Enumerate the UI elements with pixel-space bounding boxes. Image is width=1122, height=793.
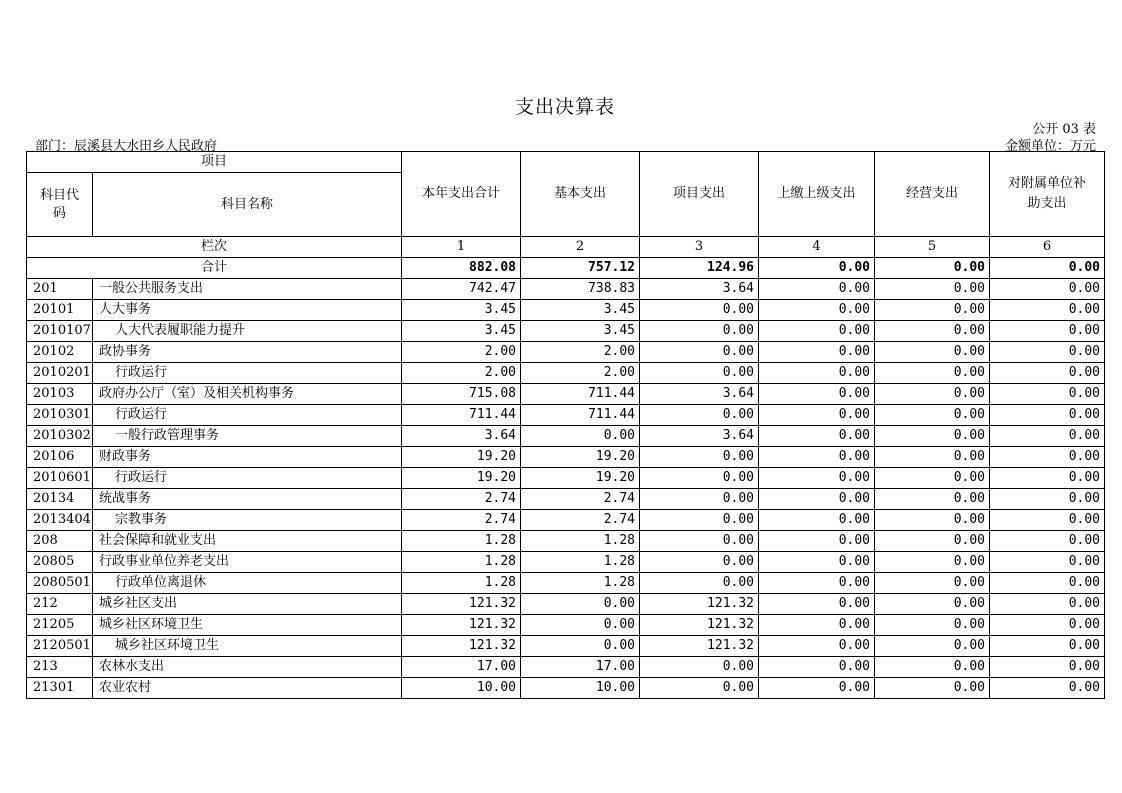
row-code: 20102 (27, 342, 93, 363)
header-project: 项目支出 (640, 152, 759, 237)
row-basic-value: 19.20 (521, 447, 640, 468)
row-total-value: 121.32 (402, 615, 521, 636)
row-project-value: 0.00 (640, 321, 759, 342)
row-subsidy-value: 0.00 (990, 468, 1105, 489)
header-name: 科目名称 (93, 173, 402, 237)
row-basic-value: 2.74 (521, 489, 640, 510)
row-name: 农林水支出 (93, 657, 402, 678)
row-total-value: 121.32 (402, 594, 521, 615)
row-project-value: 121.32 (640, 594, 759, 615)
row-subsidy-value: 0.00 (990, 531, 1105, 552)
col-num-4: 4 (759, 237, 875, 258)
row-name: 人大代表履职能力提升 (93, 321, 402, 342)
table-row (27, 468, 1105, 489)
row-total-value: 3.64 (402, 426, 521, 447)
row-code: 21205 (27, 615, 93, 636)
row-code: 201 (27, 279, 93, 300)
row-name: 一般公共服务支出 (93, 279, 402, 300)
row-project-value: 0.00 (640, 510, 759, 531)
row-code: 212 (27, 594, 93, 615)
row-business-value: 0.00 (875, 384, 990, 405)
row-project-value: 3.64 (640, 279, 759, 300)
row-business-value: 0.00 (875, 468, 990, 489)
row-total-value: 742.47 (402, 279, 521, 300)
row-name: 行政运行 (93, 405, 402, 426)
row-business-value: 0.00 (875, 657, 990, 678)
row-code: 2010302 (27, 426, 93, 447)
row-code: 2010107 (27, 321, 93, 342)
header-basic: 基本支出 (521, 152, 640, 237)
row-business-value: 0.00 (875, 573, 990, 594)
row-name: 农业农村 (93, 678, 402, 699)
department-label: 部门：辰溪县大水田乡人民政府 (35, 139, 218, 154)
row-project-value: 0.00 (640, 342, 759, 363)
row-total-value: 2.74 (402, 510, 521, 531)
header-upper: 上缴上级支出 (759, 152, 875, 237)
row-project-value: 0.00 (640, 468, 759, 489)
header-subsidy: 对附属单位补助支出 (990, 152, 1105, 237)
row-business-value: 0.00 (875, 615, 990, 636)
row-upper-value: 0.00 (759, 489, 875, 510)
row-basic-value: 1.28 (521, 573, 640, 594)
row-upper-value: 0.00 (759, 300, 875, 321)
row-project-value: 0.00 (640, 531, 759, 552)
row-subsidy-value: 0.00 (990, 552, 1105, 573)
row-upper-value: 0.00 (759, 657, 875, 678)
row-business-value: 0.00 (875, 426, 990, 447)
row-total-value: 711.44 (402, 405, 521, 426)
row-upper-value: 0.00 (759, 363, 875, 384)
row-upper-value: 0.00 (759, 510, 875, 531)
row-name: 行政单位离退休 (93, 573, 402, 594)
row-project-value: 0.00 (640, 657, 759, 678)
row-subsidy-value: 0.00 (990, 636, 1105, 657)
row-project-value: 0.00 (640, 447, 759, 468)
row-business-value: 0.00 (875, 531, 990, 552)
row-code: 2010601 (27, 468, 93, 489)
row-total-value: 1.28 (402, 552, 521, 573)
row-subsidy-value: 0.00 (990, 489, 1105, 510)
row-business-value: 0.00 (875, 405, 990, 426)
row-basic-value: 738.83 (521, 279, 640, 300)
row-name: 财政事务 (93, 447, 402, 468)
row-business-value: 0.00 (875, 342, 990, 363)
row-project-value: 3.64 (640, 384, 759, 405)
row-upper-value: 0.00 (759, 552, 875, 573)
summary-subsidy: 0.00 (990, 258, 1105, 279)
row-code: 20103 (27, 384, 93, 405)
row-total-value: 3.45 (402, 321, 521, 342)
header-business: 经营支出 (875, 152, 990, 237)
table-row (27, 363, 1105, 384)
row-basic-value: 711.44 (521, 405, 640, 426)
row-project-value: 121.32 (640, 636, 759, 657)
row-subsidy-value: 0.00 (990, 615, 1105, 636)
row-upper-value: 0.00 (759, 384, 875, 405)
row-upper-value: 0.00 (759, 321, 875, 342)
header-total: 本年支出合计 (402, 152, 521, 237)
table-row (27, 342, 1105, 363)
row-subsidy-value: 0.00 (990, 342, 1105, 363)
row-name: 统战事务 (93, 489, 402, 510)
row-code: 208 (27, 531, 93, 552)
col-num-3: 3 (640, 237, 759, 258)
summary-total: 882.08 (402, 258, 521, 279)
table-row (27, 384, 1105, 405)
row-project-value: 3.64 (640, 426, 759, 447)
row-total-value: 2.00 (402, 363, 521, 384)
row-name: 一般行政管理事务 (93, 426, 402, 447)
row-total-value: 19.20 (402, 447, 521, 468)
table-row (27, 678, 1105, 699)
row-subsidy-value: 0.00 (990, 510, 1105, 531)
col-num-2: 2 (521, 237, 640, 258)
row-code: 20106 (27, 447, 93, 468)
row-total-value: 2.74 (402, 489, 521, 510)
row-basic-value: 3.45 (521, 321, 640, 342)
row-project-value: 0.00 (640, 300, 759, 321)
row-code: 20101 (27, 300, 93, 321)
row-code: 21301 (27, 678, 93, 699)
row-basic-value: 711.44 (521, 384, 640, 405)
row-upper-value: 0.00 (759, 531, 875, 552)
row-business-value: 0.00 (875, 594, 990, 615)
row-name: 政协事务 (93, 342, 402, 363)
row-total-value: 3.45 (402, 300, 521, 321)
summary-upper: 0.00 (759, 258, 875, 279)
row-basic-value: 0.00 (521, 594, 640, 615)
row-name: 行政运行 (93, 468, 402, 489)
row-code: 213 (27, 657, 93, 678)
row-basic-value: 3.45 (521, 300, 640, 321)
row-project-value: 0.00 (640, 678, 759, 699)
table-row (27, 405, 1105, 426)
col-num-6: 6 (990, 237, 1105, 258)
row-basic-value: 2.00 (521, 363, 640, 384)
page-title: 支出决算表 (514, 96, 615, 118)
row-upper-value: 0.00 (759, 447, 875, 468)
row-upper-value: 0.00 (759, 678, 875, 699)
table-row (27, 531, 1105, 552)
row-total-value: 10.00 (402, 678, 521, 699)
row-basic-value: 10.00 (521, 678, 640, 699)
row-upper-value: 0.00 (759, 468, 875, 489)
table-row (27, 489, 1105, 510)
table-row (27, 594, 1105, 615)
row-subsidy-value: 0.00 (990, 384, 1105, 405)
row-business-value: 0.00 (875, 447, 990, 468)
row-subsidy-value: 0.00 (990, 363, 1105, 384)
row-upper-value: 0.00 (759, 594, 875, 615)
row-upper-value: 0.00 (759, 636, 875, 657)
header-row-item (27, 152, 1105, 173)
unit-label: 金额单位：万元 (1004, 139, 1096, 154)
row-subsidy-value: 0.00 (990, 405, 1105, 426)
row-project-value: 0.00 (640, 363, 759, 384)
summary-project: 124.96 (640, 258, 759, 279)
row-name: 行政事业单位养老支出 (93, 552, 402, 573)
row-name: 行政运行 (93, 363, 402, 384)
column-number-row (27, 237, 1105, 258)
row-basic-value: 17.00 (521, 657, 640, 678)
summary-label: 合计 (27, 258, 402, 279)
row-subsidy-value: 0.00 (990, 300, 1105, 321)
row-code: 2010301 (27, 405, 93, 426)
row-business-value: 0.00 (875, 363, 990, 384)
row-business-value: 0.00 (875, 636, 990, 657)
row-upper-value: 0.00 (759, 573, 875, 594)
row-business-value: 0.00 (875, 300, 990, 321)
row-basic-value: 1.28 (521, 531, 640, 552)
row-total-value: 19.20 (402, 468, 521, 489)
row-code: 20134 (27, 489, 93, 510)
expenditure-table (26, 151, 1105, 699)
row-business-value: 0.00 (875, 552, 990, 573)
summary-row (27, 258, 1105, 279)
row-business-value: 0.00 (875, 678, 990, 699)
table-row (27, 657, 1105, 678)
row-subsidy-value: 0.00 (990, 426, 1105, 447)
row-name: 城乡社区支出 (93, 594, 402, 615)
row-subsidy-value: 0.00 (990, 594, 1105, 615)
col-num-1: 1 (402, 237, 521, 258)
row-name: 城乡社区环境卫生 (93, 615, 402, 636)
row-basic-value: 0.00 (521, 426, 640, 447)
summary-business: 0.00 (875, 258, 990, 279)
row-upper-value: 0.00 (759, 279, 875, 300)
row-project-value: 121.32 (640, 615, 759, 636)
row-code: 2010201 (27, 363, 93, 384)
row-total-value: 1.28 (402, 573, 521, 594)
row-name: 城乡社区环境卫生 (93, 636, 402, 657)
header-code: 科目代码 (27, 173, 93, 237)
row-basic-value: 2.00 (521, 342, 640, 363)
row-project-value: 0.00 (640, 405, 759, 426)
row-business-value: 0.00 (875, 321, 990, 342)
row-basic-value: 0.00 (521, 615, 640, 636)
table-row (27, 426, 1105, 447)
form-number: 公开 03 表 (1032, 122, 1096, 137)
col-label: 栏次 (27, 237, 402, 258)
row-subsidy-value: 0.00 (990, 447, 1105, 468)
row-total-value: 17.00 (402, 657, 521, 678)
header-item: 项目 (27, 152, 402, 173)
table-row (27, 552, 1105, 573)
row-subsidy-value: 0.00 (990, 657, 1105, 678)
table-row (27, 510, 1105, 531)
table-row (27, 636, 1105, 657)
row-code: 2120501 (27, 636, 93, 657)
row-code: 20805 (27, 552, 93, 573)
row-project-value: 0.00 (640, 552, 759, 573)
row-subsidy-value: 0.00 (990, 678, 1105, 699)
row-project-value: 0.00 (640, 573, 759, 594)
row-basic-value: 0.00 (521, 636, 640, 657)
row-business-value: 0.00 (875, 489, 990, 510)
row-total-value: 2.00 (402, 342, 521, 363)
col-num-5: 5 (875, 237, 990, 258)
row-name: 社会保障和就业支出 (93, 531, 402, 552)
table-row (27, 447, 1105, 468)
row-business-value: 0.00 (875, 510, 990, 531)
row-subsidy-value: 0.00 (990, 321, 1105, 342)
row-total-value: 1.28 (402, 531, 521, 552)
row-upper-value: 0.00 (759, 615, 875, 636)
row-upper-value: 0.00 (759, 342, 875, 363)
row-name: 政府办公厅（室）及相关机构事务 (93, 384, 402, 405)
row-total-value: 121.32 (402, 636, 521, 657)
row-basic-value: 1.28 (521, 552, 640, 573)
row-name: 人大事务 (93, 300, 402, 321)
table-row (27, 615, 1105, 636)
row-subsidy-value: 0.00 (990, 279, 1105, 300)
row-upper-value: 0.00 (759, 405, 875, 426)
row-code: 2080501 (27, 573, 93, 594)
table-row (27, 321, 1105, 342)
row-code: 2013404 (27, 510, 93, 531)
table-row (27, 300, 1105, 321)
row-subsidy-value: 0.00 (990, 573, 1105, 594)
row-business-value: 0.00 (875, 279, 990, 300)
row-upper-value: 0.00 (759, 426, 875, 447)
row-basic-value: 2.74 (521, 510, 640, 531)
row-project-value: 0.00 (640, 489, 759, 510)
row-total-value: 715.08 (402, 384, 521, 405)
row-name: 宗教事务 (93, 510, 402, 531)
table-row (27, 573, 1105, 594)
table-row (27, 279, 1105, 300)
summary-basic: 757.12 (521, 258, 640, 279)
row-basic-value: 19.20 (521, 468, 640, 489)
